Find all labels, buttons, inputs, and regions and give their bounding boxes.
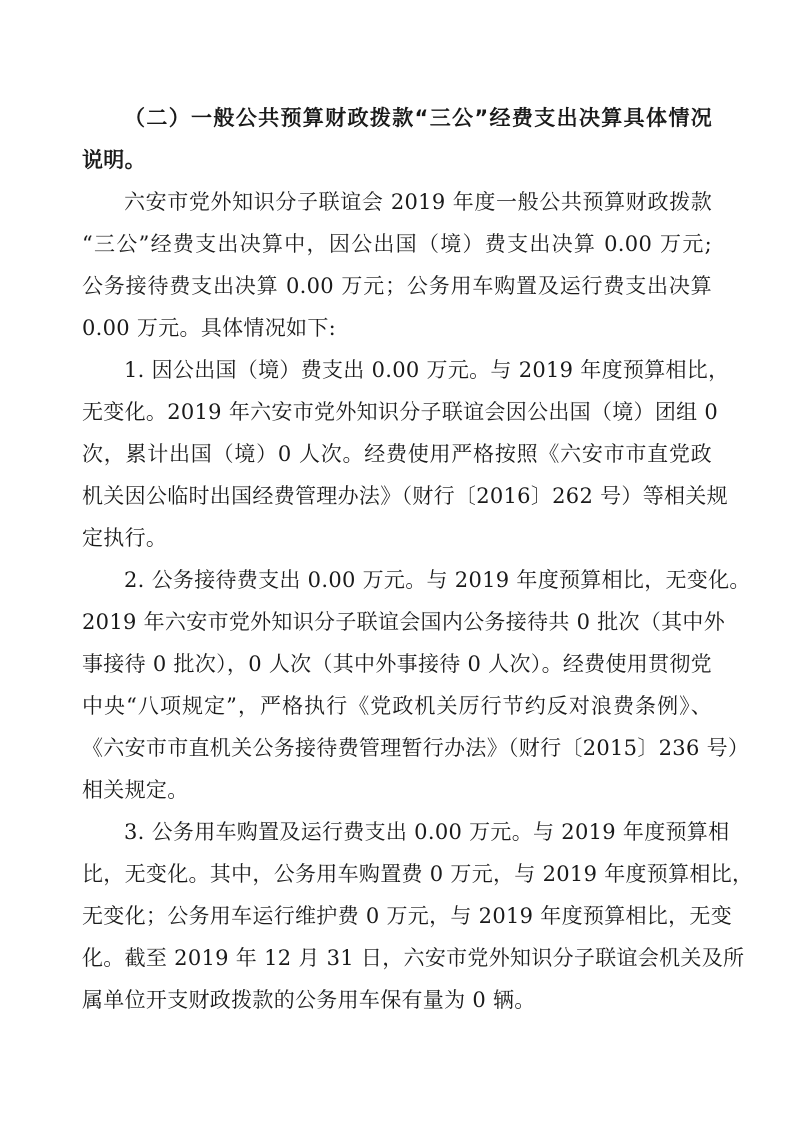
item1-line-4: 机关因公临时出国经费管理办法》（财行〔2016〕262 号）等相关规 [82,484,728,508]
item3-line-2: 比，无变化。其中，公务用车购置费 0 万元，与 2019 年度预算相比， [82,862,754,886]
item2-line-2: 2019 年六安市党外知识分子联谊会国内公务接待共 0 批次（其中外 [82,610,726,634]
item2-line-6: 相关规定。 [82,778,189,802]
item1-line-3: 次，累计出国（境）0 人次。经费使用严格按照《六安市市直党政 [82,442,712,466]
item3-line-5: 属单位开支财政拨款的公务用车保有量为 0 辆。 [82,988,536,1012]
item2-line-5: 《六安市市直机关公务接待费管理暂行办法》（财行〔2015〕236 号） [82,736,750,760]
intro-line-4: 0.00 万元。具体情况如下: [82,316,337,340]
item3-line-4: 化。截至 2019 年 12 月 31 日，六安市党外知识分子联谊会机关及所 [82,946,745,970]
item1-line-2: 无变化。2019 年六安市党外知识分子联谊会因公出国（境）团组 0 [82,400,719,424]
item3-line-1: 3. 公务用车购置及运行费支出 0.00 万元。与 2019 年度预算相 [124,820,730,844]
item2-line-1: 2. 公务接待费支出 0.00 万元。与 2019 年度预算相比，无变化。 [124,568,751,592]
item2-line-4: 中央“八项规定”，严格执行《党政机关厉行节约反对浪费条例》、 [82,694,712,718]
intro-line-3: 公务接待费支出决算 0.00 万元；公务用车购置及运行费支出决算 [82,274,712,298]
item1-line-5: 定执行。 [82,526,168,550]
intro-line-2: “三公”经费支出决算中，因公出国（境）费支出决算 0.00 万元; [82,232,712,256]
intro-line-1: 六安市党外知识分子联谊会 2019 年度一般公共预算财政拨款 [124,190,712,214]
section-heading-line-1: （二）一般公共预算财政拨款“三公”经费支出决算具体情况 [124,106,712,130]
item1-line-1: 1. 因公出国（境）费支出 0.00 万元。与 2019 年度预算相比， [124,358,730,382]
item3-line-3: 无变化；公务用车运行维护费 0 万元，与 2019 年度预算相比，无变 [82,904,733,928]
item2-line-3: 事接待 0 批次），0 人次（其中外事接待 0 人次）。经费使用贯彻党 [82,652,712,676]
section-heading-line-2: 说明。 [82,148,146,172]
